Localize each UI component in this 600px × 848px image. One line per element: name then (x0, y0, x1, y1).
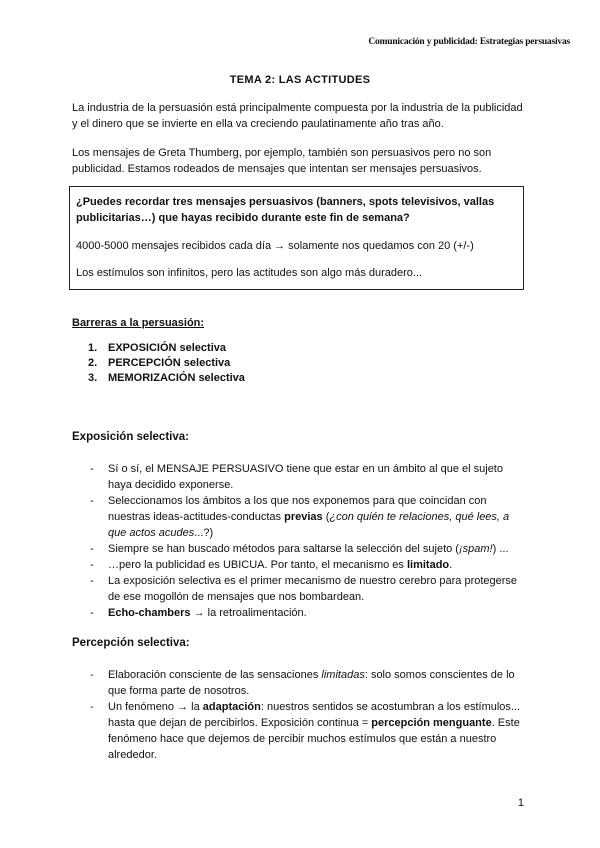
text-run: nuestras ideas-actitudes-conductas (108, 511, 285, 523)
box-question (76, 194, 517, 226)
bullet-dash: - (90, 495, 94, 507)
box-line-stimuli: Los estímulos son infinitos, pero las actitudes son algo más duradero... (76, 267, 423, 279)
italic-run: que actos acudes (108, 527, 195, 539)
text-line: Sí o sí, el MENSAJE PERSUASIVO tiene que estar en un ámbito al que el sujeto (108, 463, 503, 475)
bullet-dash: - (90, 575, 94, 587)
list-item (90, 541, 530, 557)
intro-p1-line2: y el dinero que se invierte en ella va creciendo paulatinamente año tras año. (72, 118, 444, 130)
list-label: PERCEPCIÓN selectiva (108, 357, 231, 369)
text-run: Un fenómeno → la (108, 701, 203, 713)
bold-run: adaptación (202, 701, 261, 713)
text-line: haya decidido exponerse. (108, 479, 234, 491)
bold-run: previas (284, 511, 323, 523)
text-run: : nuestros sentidos se acostumbran a los estímulos... (260, 701, 521, 713)
list-item (90, 699, 530, 763)
text-run: hasta que dejan de percibirlos. Exposición continua = (108, 717, 372, 729)
text-line: que forma parte de nosotros. (108, 685, 250, 697)
box-question-line2: publicitarias…) que hayas recibido durante este fin de semana? (76, 212, 410, 224)
bullet-dash: - (90, 701, 94, 713)
list-item (90, 493, 530, 541)
list-number: 1. (88, 342, 98, 354)
list-number: 3. (88, 372, 98, 384)
text-line: La exposición selectiva es el primer mecanismo de nuestro cerebro para protegerse (108, 575, 518, 587)
bullet-dash: - (90, 607, 94, 619)
intro-p2-line2: publicidad. Estamos rodeados de mensajes que intentan ser mensajes persuasivos. (72, 163, 482, 175)
text-run: ...?) (194, 527, 214, 539)
list-label: EXPOSICIÓN selectiva (108, 342, 226, 354)
text-line: fenómeno hace que dejemos de percibir muchos estímulos que están a nuestro (108, 733, 497, 745)
text-line: alrededor. (108, 749, 157, 761)
list-item (88, 371, 245, 386)
bold-run: Echo-chambers (108, 607, 191, 619)
bold-run: percepción menguante (371, 717, 492, 729)
text-run: ) ... (492, 543, 509, 555)
italic-run: limitadas (321, 669, 365, 681)
list-item (88, 356, 245, 371)
text-run: Elaboración consciente de las sensaciones (108, 669, 322, 681)
list-label: MEMORIZACIÓN selectiva (108, 372, 245, 384)
list-item (90, 557, 530, 573)
text-run: . Este (491, 717, 520, 729)
intro-p1-line1: La industria de la persuasión está principalmente compuesta por la industria de la publicidad (72, 102, 523, 114)
bullet-dash: - (90, 669, 94, 681)
text-run: . (449, 559, 453, 571)
text-run: Siempre se han buscado métodos para saltarse la selección del sujeto ( (108, 543, 459, 555)
list-number: 2. (88, 357, 98, 369)
exposicion-list (90, 461, 530, 621)
percepcion-list (90, 667, 530, 763)
intro-paragraph-2 (72, 145, 532, 177)
text-run: → la retroalimentación. (190, 607, 307, 619)
percepcion-heading: Percepción selectiva: (72, 637, 190, 649)
exposicion-heading: Exposición selectiva: (72, 431, 189, 443)
running-header: Comunicación y publicidad: Estrategias persuasivas (368, 37, 570, 47)
text-line: Seleccionamos los ámbitos a los que nos exponemos para que coincidan con (108, 495, 487, 507)
text-run: …pero la publicidad es UBICUA. Por tanto, el mecanismo es (108, 559, 407, 571)
intro-paragraph-1 (72, 100, 532, 132)
list-item (90, 573, 530, 605)
italic-run: ¿con quién te relaciones, qué lees, a (329, 511, 510, 523)
list-item (88, 341, 245, 356)
bullet-dash: - (90, 543, 94, 555)
intro-p2-line1: Los mensajes de Greta Thumberg, por ejemplo, también son persuasivos pero no son (72, 147, 492, 159)
text-run: : solo somos conscientes de lo (364, 669, 515, 681)
bold-run: limitado (406, 559, 450, 571)
page-title: TEMA 2: LAS ACTITUDES (229, 74, 371, 86)
list-item (90, 605, 530, 621)
page-number: 1 (517, 797, 524, 809)
box-question-line1: ¿Puedes recordar tres mensajes persuasivos (banners, spots televisivos, vallas (76, 196, 495, 208)
bullet-dash: - (90, 559, 94, 571)
bullet-dash: - (90, 463, 94, 475)
list-item (90, 461, 530, 493)
box-line-messages: 4000-5000 mensajes recibidos cada día → solamente nos quedamos con 20 (+/-) (76, 240, 474, 252)
text-line: de ese mogollón de mensajes que nos bombardean. (108, 591, 365, 603)
question-box (69, 186, 524, 290)
barriers-list (88, 341, 245, 386)
list-item (90, 667, 530, 699)
text-run: ( (322, 511, 330, 523)
barriers-heading: Barreras a la persuasión: (72, 317, 205, 329)
italic-run: ¡spam! (458, 543, 493, 555)
